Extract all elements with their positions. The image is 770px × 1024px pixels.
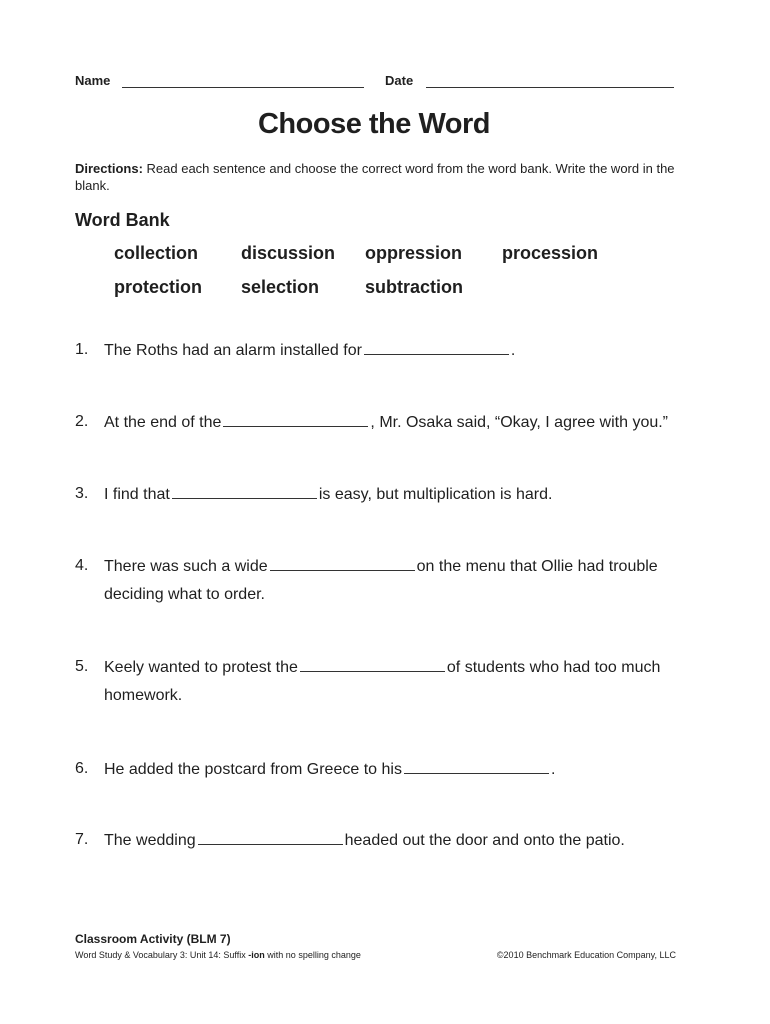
answer-blank[interactable]: [364, 340, 509, 355]
date-label: Date: [385, 73, 414, 88]
question-text: , Mr. Osaka said, “Okay, I agree with you.”: [370, 414, 669, 431]
name-label: Name: [75, 73, 111, 88]
question-number: 2.: [75, 413, 89, 430]
question-continuation: deciding what to order.: [104, 586, 265, 603]
question-7: [104, 830, 674, 851]
directions-text: Read each sentence and choose the correct word from the word bank. Write the word in the blank.: [75, 161, 675, 193]
question-text: He added the postcard from Greece to his: [104, 761, 402, 778]
date-field[interactable]: [426, 87, 674, 88]
question-6: [104, 759, 674, 780]
footer-subtitle: [75, 949, 361, 961]
question-text: I find that: [104, 486, 170, 503]
question-5: [104, 657, 674, 678]
page-title: Choose the Word: [257, 108, 491, 140]
question-text: on the menu that Ollie had trouble: [416, 558, 658, 575]
question-number: 4.: [75, 557, 89, 574]
word-bank-word: selection: [241, 277, 320, 297]
word-bank-word: subtraction: [365, 277, 464, 297]
answer-blank[interactable]: [172, 484, 317, 499]
footer-sub-prefix: Word Study & Vocabulary 3: Unit 14: Suffix: [75, 950, 246, 960]
name-field[interactable]: [122, 87, 364, 88]
word-bank-word: collection: [114, 243, 199, 263]
word-bank-title: Word Bank: [75, 210, 170, 230]
footer-title: Classroom Activity (BLM 7): [75, 932, 231, 946]
question-number: 1.: [75, 341, 89, 358]
question-2: [104, 412, 674, 433]
answer-blank[interactable]: [223, 412, 368, 427]
question-text: There was such a wide: [104, 558, 268, 575]
footer-sub-suffix: with no spelling change: [267, 950, 361, 960]
question-4: [104, 556, 674, 577]
question-text: is easy, but multiplication is hard.: [318, 486, 553, 503]
question-text: Keely wanted to protest the: [104, 659, 298, 676]
question-text: The wedding: [104, 832, 196, 849]
question-3: [104, 484, 674, 505]
word-bank-word: discussion: [241, 243, 336, 263]
answer-blank[interactable]: [198, 830, 343, 845]
answer-blank[interactable]: [404, 759, 549, 774]
question-text: .: [550, 761, 556, 778]
question-text: headed out the door and onto the patio.: [344, 832, 625, 849]
directions: [75, 160, 675, 194]
question-text: At the end of the: [104, 414, 222, 431]
answer-blank[interactable]: [270, 556, 415, 571]
question-number: 7.: [75, 831, 89, 848]
question-1: [104, 340, 674, 361]
question-number: 3.: [75, 485, 89, 502]
word-bank-word: oppression: [365, 243, 463, 263]
answer-blank[interactable]: [300, 657, 445, 672]
question-text: of students who had too much: [446, 659, 661, 676]
directions-label: Directions:: [75, 161, 143, 176]
question-continuation: homework.: [104, 687, 183, 704]
question-text: The Roths had an alarm installed for: [104, 342, 362, 359]
question-number: 5.: [75, 658, 89, 675]
word-bank-word: protection: [114, 277, 202, 297]
question-number: 6.: [75, 760, 89, 777]
question-text: .: [510, 342, 516, 359]
copyright: ©2010 Benchmark Education Company, LLC: [496, 950, 676, 960]
footer-sub-suffix-bold: -ion: [248, 950, 265, 960]
word-bank-word: procession: [502, 243, 599, 263]
